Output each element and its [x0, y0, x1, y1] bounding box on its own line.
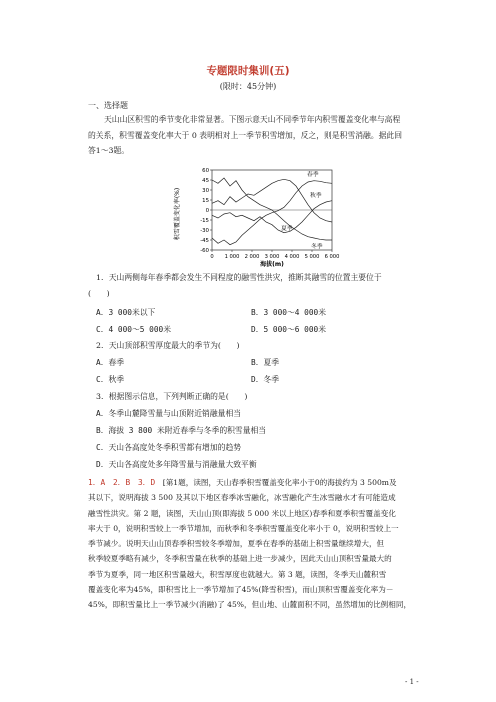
- q1-option-d: D．5 000～6 000米: [251, 325, 327, 334]
- q3-option-a: A．冬季山麓降雪量与山顶附近销融量相当: [96, 409, 242, 418]
- intro-line: 答1～3题。: [88, 146, 130, 155]
- question-3-stem: 3．根据图示信息，下列判断正确的是( ): [96, 392, 248, 401]
- page-number: - 1 -: [405, 678, 419, 686]
- x-tick-label: 0: [210, 254, 214, 260]
- y-tick-label: 30: [202, 188, 209, 194]
- answer-line: 秋季较夏季略有减少，冬季积雪量在秋季的基础上进一步减少，因此天山山顶积雪量最大的: [88, 554, 392, 564]
- intro-line: 的关系，积雪覆盖变化率大于 0 表明相对上一季节积雪增加，反之，则是积雪消融。据此回: [88, 130, 402, 140]
- x-tick-label: 2 000: [244, 254, 260, 260]
- x-tick-label: 5 000: [304, 254, 320, 260]
- q3-option-b: B．海拔 3 800 米附近春季与冬季的积雪量相当: [96, 426, 267, 435]
- question-1-stem: 1．天山两侧每年春季都会发生不同程度的融雪性洪灾，推断其融雪的位置主要位于: [96, 273, 382, 282]
- section-heading: 一、选择题: [88, 101, 128, 110]
- time-limit: (限时：45分钟): [219, 82, 277, 91]
- y-axis-label: 积雪覆盖变化率(%): [174, 187, 181, 241]
- x-tick-label: 6 000: [324, 254, 340, 260]
- x-tick-label: 3 000: [264, 254, 280, 260]
- intro-paragraph: [88, 112, 402, 159]
- q1-option-b: B．3 000～4 000米: [251, 308, 327, 317]
- answer-line: 季节减少。说明天山山顶春季积雪较冬季增加，夏季在春季的基础上积雪量继续增大，但: [88, 539, 385, 549]
- x-tick-label: 4 000: [284, 254, 300, 260]
- q1-option-a: A．3 000米以下: [96, 308, 156, 317]
- page-title: 专题限时集训(五): [206, 65, 290, 77]
- y-tick-label: 60: [202, 168, 209, 174]
- q2-option-a: A．春季: [96, 358, 125, 367]
- answer-line: 季节为夏季，同一地区积雪量越大，积雪厚度也就越大。第 3 题，读图，冬季天山麓积雪: [88, 569, 387, 579]
- q2-option-d: D．冬季: [251, 375, 280, 384]
- x-tick-label: 1 000: [224, 254, 240, 260]
- series-label: 春季: [307, 172, 319, 178]
- question-1-paren: ( ): [88, 289, 110, 298]
- y-tick-label: -60: [200, 248, 209, 254]
- question-2-stem: 2．天山顶部积雪厚度最大的季节为( ): [96, 341, 240, 350]
- answer-line: 1．A 2．B 3．D [第1题，读图，天山春季积雪覆盖变化率小于0的海拔约为 3 500m及: [88, 478, 397, 487]
- q2-option-b: B．夏季: [251, 358, 280, 367]
- q3-option-c: C．天山各高度处冬季积雪都有增加的趋势: [96, 443, 242, 452]
- y-tick-label: -30: [200, 228, 209, 234]
- answer-explanation: [88, 475, 412, 613]
- y-tick-label: -45: [200, 238, 209, 244]
- y-tick-label: 15: [202, 198, 209, 204]
- answer-line: 融雪性洪灾。第 2 题，读图，天山山顶(即海拔 5 000 米以上地区)春季和夏季积雪覆盖变化: [88, 508, 396, 518]
- answer-line: 率大于 0，说明积雪较上一季节增加，而秋季和冬季积雪覆盖变化率小于 0，说明积雪较上一: [88, 523, 399, 533]
- series-label: 夏季: [281, 226, 293, 232]
- series-label: 冬季: [311, 244, 323, 250]
- answer-line: 其以下，说明海拔 3 500 及其以下地区春季冰雪融化，冰雪融化产生冰雪融水才有可能造成: [88, 493, 396, 503]
- snow-cover-chart: [170, 166, 340, 268]
- q3-option-d: D．天山各高度处多年降雪量与消融量大致平衡: [96, 460, 257, 469]
- q2-option-c: C．秋季: [96, 375, 125, 384]
- answer-key: 1．A 2．B 3．D: [88, 478, 156, 487]
- answer-line: 覆盖变化率为45%，即积雪比上一季节增加了45%(降雪积雪)，而山顶积雪覆盖变化率为－: [88, 585, 394, 595]
- y-tick-label: 0: [205, 208, 209, 214]
- summer-series-line: [212, 201, 332, 233]
- series-label: 秋季: [310, 193, 322, 199]
- y-tick-label: 45: [202, 178, 209, 184]
- x-axis-label: 海拔(m): [260, 261, 284, 268]
- answer-line: 45%，即积雪量比上一季节减少(消融)了 45%，但山地、山麓面积不同，虽然增加的比例相同，: [88, 600, 412, 610]
- y-tick-label: -15: [200, 218, 209, 224]
- q1-option-c: C．4 000～5 000米: [96, 325, 172, 334]
- intro-line: 天山山区积雪的季节变化非常显著。下图示意天山不同季节年内积雪覆盖变化率与高程: [104, 115, 401, 124]
